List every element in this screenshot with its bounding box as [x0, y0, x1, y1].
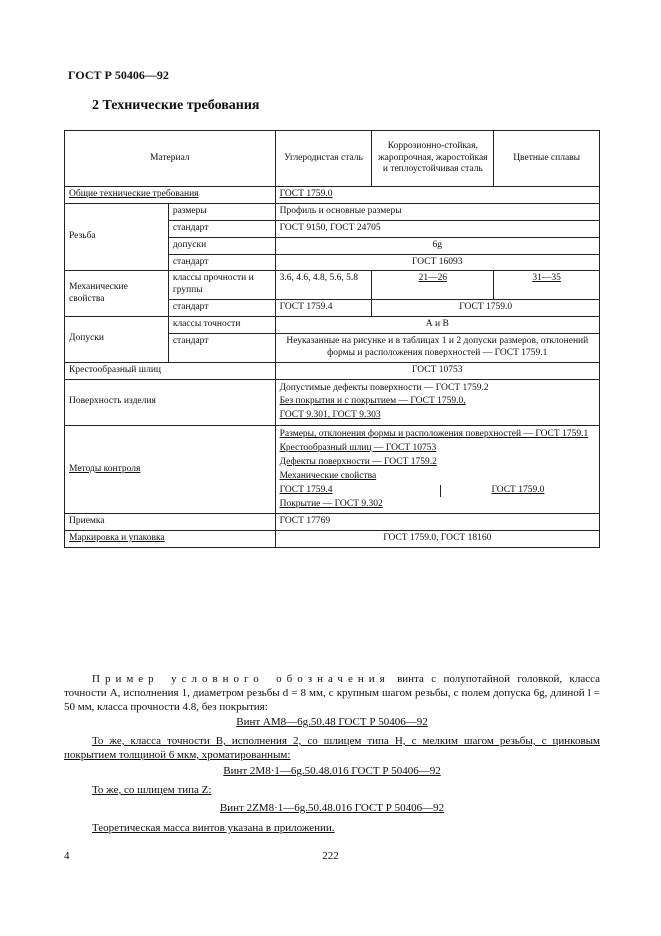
thread-standard2-label: стандарт	[168, 254, 275, 271]
control-mech-split	[280, 484, 595, 498]
thread-sizes-value: Профиль и основные размеры	[275, 203, 599, 220]
header-material: Материал	[65, 131, 276, 187]
acceptance-label: Приемка	[65, 514, 276, 531]
header-carbon-steel: Углеродистая сталь	[275, 131, 372, 187]
surface-line: Допустимые дефекты поверхности — ГОСТ 1759.2	[279, 382, 489, 393]
paragraph-4: Теоретическая масса винтов указана в приложении.	[92, 822, 335, 834]
designation-1: Винт АМ8—6g.50.48 ГОСТ Р 50406—92	[236, 716, 428, 728]
paragraph-3: То же, со шлицем типа Z:	[92, 784, 212, 796]
control-mech-right: ГОСТ 1759.0	[491, 484, 545, 495]
thread-tolerance-label: допуски	[168, 237, 275, 254]
tolerances-standard-label: стандарт	[168, 333, 275, 362]
mech-standard-other: ГОСТ 1759.0	[372, 300, 600, 317]
control-line: Дефекты поверхности — ГОСТ 1759.2	[279, 456, 437, 467]
control-label: Методы контроля	[65, 426, 276, 514]
mech-corrosion-value: 21—26	[372, 271, 494, 300]
mech-standard-carbon: ГОСТ 1759.4	[275, 300, 372, 317]
example-paragraph	[64, 673, 600, 714]
tolerances-standard-value: Неуказанные на рисунке и в таблицах 1 и 2 допуски размеров, отклонений формы и расположения поверхностей — ГОСТ 1759.1	[275, 333, 599, 362]
control-line: Крестообразный шлиц — ГОСТ 10753	[279, 443, 437, 453]
marking-value: ГОСТ 1759.0, ГОСТ 18160	[275, 531, 599, 548]
control-line: Механические свойства	[279, 470, 377, 481]
paragraph-2: То же, класса точности В, исполнения 2, со шлицем типа Н, с мелким шагом резьбы, с цинковым покрытием толщиной 6 мкм, хроматированным:	[64, 735, 600, 761]
control-mech-left: ГОСТ 1759.4	[280, 485, 441, 497]
thread-label: Резьба	[65, 203, 169, 271]
thread-sizes-label: размеры	[168, 203, 275, 220]
tolerances-classes-value: А и В	[275, 317, 599, 334]
control-value	[275, 426, 599, 514]
header-corrosion-steel: Коррозионно-стойкая, жаропрочная, жаростойкая и теплоустойчивая сталь	[372, 131, 494, 187]
page-left-number: 4	[64, 850, 70, 862]
slot-label: Крестообразный шлиц	[65, 362, 276, 379]
thread-tolerance-value: 6g	[275, 237, 599, 254]
example-rest: винта с полупотайной головкой, класса точности А, исполнения 1, диаметром резьбы d = 8 мм, с крупным шагом резьбы, с полем допуска 6g, длиной l = 50 мм, класса прочности 4.8, без покрытия:	[64, 673, 600, 713]
tolerances-classes-label: классы точности	[168, 317, 275, 334]
thread-standard-label: стандарт	[168, 220, 275, 237]
general-value: ГОСТ 1759.0	[275, 187, 599, 204]
thread-standard-value: ГОСТ 9150, ГОСТ 24705	[275, 220, 599, 237]
requirements-table	[64, 130, 600, 548]
section-title: 2 Технические требования	[92, 98, 260, 113]
thread-standard2-value: ГОСТ 16093	[275, 254, 599, 271]
mech-nonferrous-value: 31—35	[494, 271, 600, 300]
header-nonferrous: Цветные сплавы	[494, 131, 600, 187]
document-id: ГОСТ Р 50406—92	[68, 68, 169, 82]
surface-label: Поверхность изделия	[65, 379, 276, 426]
example-word: Пример условного обозначения	[92, 673, 390, 685]
control-line: Размеры, отклонения формы и расположения поверхностей — ГОСТ 1759.1	[279, 429, 589, 440]
designation-3: Винт 2ZM8·1—6g.50.48.016 ГОСТ Р 50406—92	[219, 802, 445, 814]
general-label: Общие технические требования	[65, 187, 276, 204]
mech-classes-label: классы прочности и группы	[168, 271, 275, 300]
slot-value: ГОСТ 10753	[275, 362, 599, 379]
surface-line: ГОСТ 9.301, ГОСТ 9.303	[279, 410, 381, 421]
acceptance-value: ГОСТ 17769	[275, 514, 599, 531]
designation-2: Винт 2М8·1—6g.50.48.016 ГОСТ Р 50406—92	[223, 765, 441, 777]
surface-value	[275, 379, 599, 426]
mech-standard-label: стандарт	[168, 300, 275, 317]
surface-line: Без покрытия и с покрытием — ГОСТ 1759.0,	[279, 396, 466, 407]
mech-label: Механические свойства	[65, 271, 169, 317]
mech-carbon-value: 3.6, 4.6, 4.8, 5.6, 5.8	[275, 271, 372, 300]
marking-label: Маркировка и упаковка	[65, 531, 276, 548]
tolerances-label: Допуски	[65, 317, 169, 363]
control-line: Покрытие — ГОСТ 9.302	[279, 498, 383, 509]
page-number: 222	[322, 850, 339, 862]
